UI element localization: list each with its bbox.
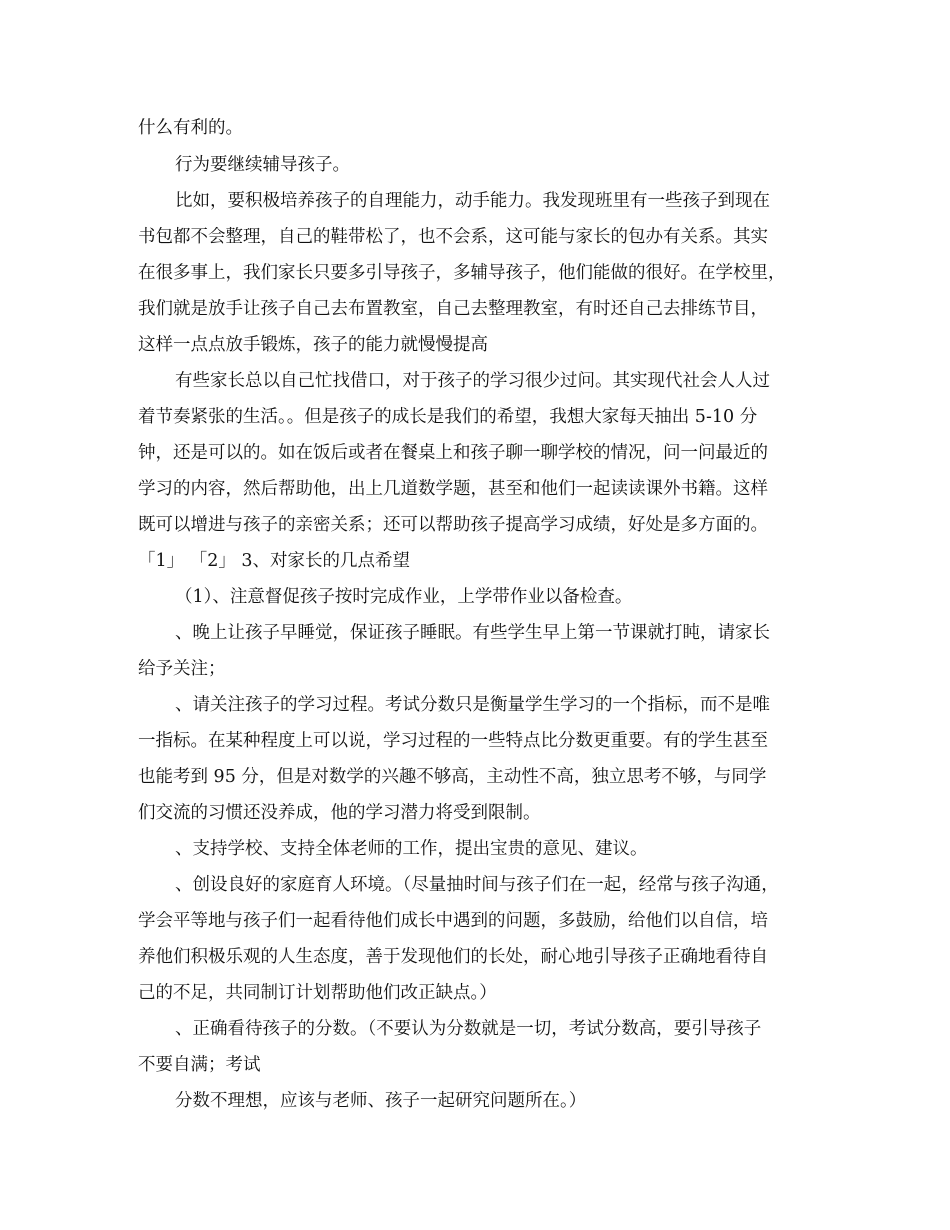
text-line: 、正确看待孩子的分数。（不要认为分数就是一切，考试分数高，要引导孩子 — [175, 1019, 762, 1039]
text-line: （1）、注意督促孩子按时完成作业，上学带作业以备检查。 — [175, 587, 633, 607]
text-line: 钟，还是可以的。如在饭后或者在餐桌上和孩子聊一聊学校的情况，问一问最近的 — [138, 443, 768, 463]
text-line: 在很多事上，我们家长只要多引导孩子，多辅导孩子，他们能做的很好。在学校里， — [138, 263, 786, 283]
text-line: 着节奏紧张的生活。。但是孩子的成长是我们的希望，我想大家每天抽出 5-10 分 — [138, 407, 758, 427]
text-line: 们交流的习惯还没养成，他的学习潜力将受到限制。 — [138, 803, 541, 823]
text-line: 、晚上让孩子早睡觉，保证孩子睡眠。有些学生早上第一节课就打盹，请家长 — [175, 623, 770, 643]
text-line: 学习的内容，然后帮助他，出上几道数学题，甚至和他们一起读读课外书籍。这样 — [138, 479, 768, 499]
text-line: 给予关注； — [138, 659, 226, 679]
text-line: 什么有利的。 — [138, 118, 243, 138]
text-line: 己的不足，共同制订计划帮助他们改正缺点。） — [138, 983, 497, 1003]
text-line: 有些家长总以自己忙找借口，对于孩子的学习很少过问。其实现代社会人人过 — [175, 371, 770, 391]
text-line: 养他们积极乐观的人生态度，善于发现他们的长处，耐心地引导孩子正确地看待自 — [138, 947, 768, 967]
text-line: 、创设良好的家庭育人环境。（尽量抽时间与孩子们在一起，经常与孩子沟通， — [175, 875, 779, 895]
text-line: 、支持学校、支持全体老师的工作，提出宝贵的意见、建议。 — [175, 839, 648, 859]
text-line: 书包都不会整理，自己的鞋带松了，也不会系，这可能与家长的包办有关系。其实 — [138, 227, 768, 247]
text-line: 不要自满；考试 — [138, 1055, 261, 1075]
text-line: 学会平等地与孩子们一起看待他们成长中遇到的问题，多鼓励，给他们以自信，培 — [138, 911, 768, 931]
text-line: 、请关注孩子的学习过程。考试分数只是衡量学生学习的一个指标，而不是唯 — [175, 695, 770, 715]
text-line: 「1」 「2」 3、对家长的几点希望 — [138, 551, 411, 571]
text-line: 这样一点点放手锻炼，孩子的能力就慢慢提高 — [138, 335, 488, 355]
text-line: 既可以增进与孩子的亲密关系；还可以帮助孩子提高学习成绩，好处是多方面的。 — [138, 515, 768, 535]
text-line: 我们就是放手让孩子自己去布置教室，自己去整理教室，有时还自己去排练节目， — [138, 299, 768, 319]
text-line: 行为要继续辅导孩子。 — [175, 155, 350, 175]
text-line: 也能考到 95 分，但是对数学的兴趣不够高，主动性不高，独立思考不够，与同学 — [138, 767, 767, 787]
text-line: 一指标。在某种程度上可以说，学习过程的一些特点比分数更重要。有的学生甚至 — [138, 731, 768, 751]
text-line: 比如，要积极培养孩子的自理能力，动手能力。我发现班里有一些孩子到现在 — [175, 191, 770, 211]
text-line: 分数不理想，应该与老师、孩子一起研究问题所在。） — [175, 1091, 587, 1111]
